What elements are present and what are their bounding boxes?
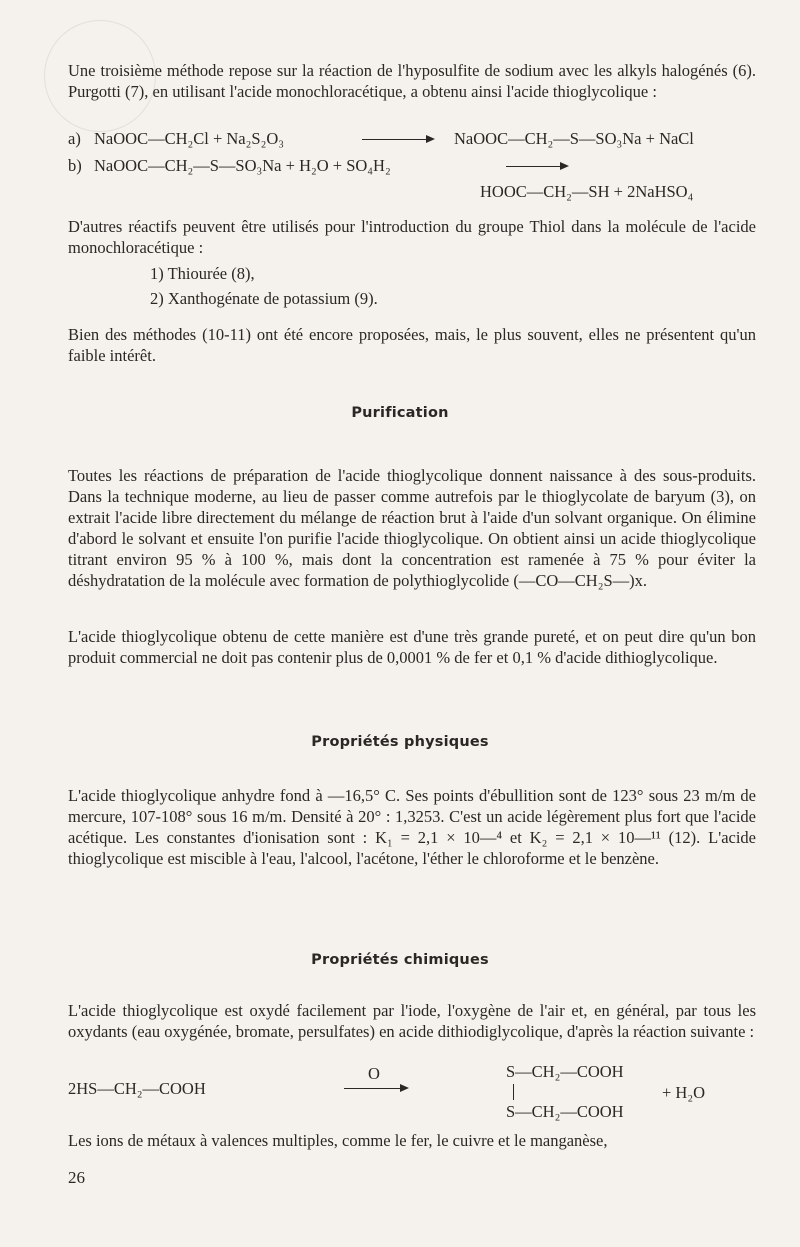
heading-chemical-properties: Propriétés chimiques — [311, 952, 489, 968]
equation-b-reactants: NaOOC—CH₂—S—SO₃Na + H₂O + SO₄H₂ — [94, 156, 391, 175]
reaction-arrow — [344, 1088, 404, 1089]
arrow-head-icon — [560, 162, 569, 170]
paragraph-metal-ions: Les ions de métaux à valences multiples, comme le fer, le cuivre et le manganèse, — [68, 1131, 608, 1150]
equation-c-water: + H₂O — [662, 1083, 706, 1102]
equation-c-product-bottom: S—CH₂—COOH — [506, 1102, 624, 1121]
equation-a-reactants: NaOOC—CH₂Cl + Na₂S₂O₃ — [94, 129, 284, 148]
arrow-head-icon — [400, 1084, 409, 1092]
paragraph-other-reagents: D'autres réactifs peuvent être utilisés pour l'introduction du groupe Thiol dans la molécule de l'acide monochloracétique : — [68, 217, 756, 257]
paragraph-chemical-properties: L'acide thioglycolique est oxydé facilement par l'iode, l'oxygène de l'air et, en général, par tous les oxydants (eau oxygénée, bromate, persulfates) en acide dithiodiglycolique, d'après la réaction suivante : — [68, 1001, 756, 1041]
equation-c-over-arrow: O — [368, 1064, 380, 1083]
equation-a-label: a) — [68, 129, 81, 148]
equation-a-products: NaOOC—CH₂—S—SO₃Na + NaCl — [454, 129, 694, 148]
disulfide-bond-line — [513, 1084, 514, 1100]
paragraph-other-methods: Bien des méthodes (10-11) ont été encore proposées, mais, le plus souvent, elles ne présentent qu'un faible intérêt. — [68, 325, 756, 365]
equation-c-reactant: 2HS—CH₂—COOH — [68, 1079, 206, 1098]
arrow-head-icon — [426, 135, 435, 143]
equation-b-products: HOOC—CH₂—SH + 2NaHSO₄ — [480, 182, 694, 201]
paragraph-purity: L'acide thioglycolique obtenu de cette manière est d'une très grande pureté, et on peut dire qu'un bon produit commercial ne doit pas contenir plus de 0,0001 % de fer et 0,1 % d'acide dithioglycolique. — [68, 627, 756, 667]
heading-purification: Purification — [351, 405, 449, 421]
list-item-xanthogenate: 2) Xanthogénate de potassium (9). — [150, 289, 378, 308]
heading-physical-properties: Propriétés physiques — [311, 734, 489, 750]
equation-c-product-top: S—CH₂—COOH — [506, 1062, 624, 1081]
reaction-arrow — [506, 166, 564, 167]
paragraph-physical-properties: L'acide thioglycolique anhydre fond à —16,5° C. Ses points d'ébullition sont de 123° sous 23 m/m de mercure, 107-108° sous 16 m/m. Densité à 20° : 1,3253. C'est un acide légèrement plus fort que l'acide acétique. Les constantes d'ionisation sont : K₁ = 2,1 × 10—⁴ et K₂ = 2,1 × 10—¹¹ (12). L'acide thioglycolique est miscible à l'eau, l'alcool, l'acétone, l'éther le chloroforme et le benzène. — [68, 786, 756, 868]
list-item-thiouree: 1) Thiourée (8), — [150, 264, 255, 283]
page-number: 26 — [68, 1168, 85, 1187]
equation-b-label: b) — [68, 156, 82, 175]
paragraph-purification: Toutes les réactions de préparation de l'acide thioglycolique donnent naissance à des sous-produits. Dans la technique moderne, au lieu de passer comme autrefois par le thioglycolate de baryum (3), on extrait l'acide libre directement du mélange de réaction brut à l'aide d'un solvant organique. On élimine d'abord le solvant et ensuite l'on purifie l'acide thioglycolique. On obtient ainsi un acide thioglycolique titrant environ 95 % à 100 %, mais dont la concentration est ramenée à 75 % pour éviter la déshydratation de la molécule avec formation de polythioglycolide (—CO—CH₂S—)x. — [68, 466, 756, 590]
reaction-arrow — [362, 139, 430, 140]
paragraph-hyposulfite-method: Une troisième méthode repose sur la réaction de l'hyposulfite de sodium avec les alkyls halogénés (6). Purgotti (7), en utilisant l'acide monochloracétique, a obtenu ainsi l'acide thioglycolique : — [68, 61, 756, 101]
